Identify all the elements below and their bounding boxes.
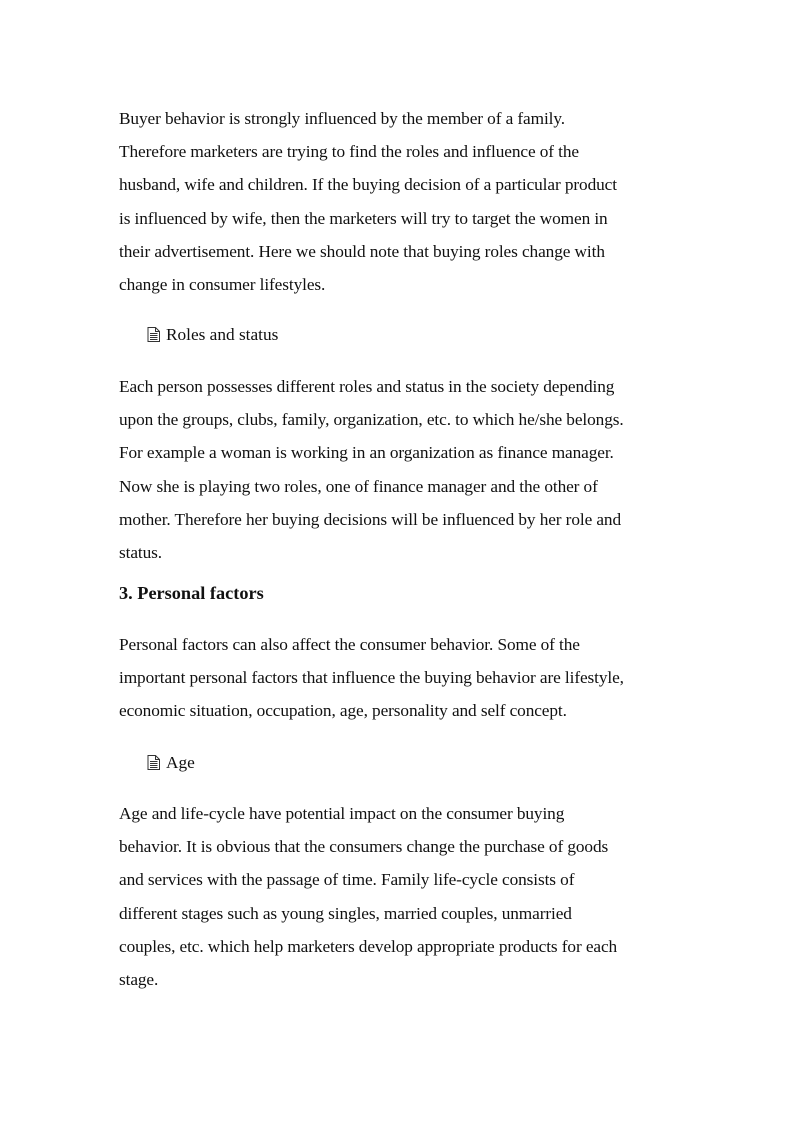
text-line: husband, wife and children. If the buying decision of a particular product <box>119 175 617 195</box>
text-line: Therefore marketers are trying to find the roles and influence of the <box>119 142 579 162</box>
paragraph-family-influence <box>119 102 689 301</box>
bullet-label: Roles and status <box>166 325 279 344</box>
bullet-age <box>147 751 195 775</box>
text-line: Now she is playing two roles, one of finance manager and the other of <box>119 476 598 496</box>
text-line: mother. Therefore her buying decisions will be influenced by her role and <box>119 509 622 529</box>
text-line: change in consumer lifestyles. <box>119 275 326 295</box>
paragraph-personal-factors <box>119 628 689 728</box>
text-line: different stages such as young singles, married couples, unmarried <box>119 903 572 923</box>
text-line: stage. <box>119 970 159 990</box>
text-line: For example a woman is working in an organization as finance manager. <box>119 443 614 463</box>
text-line: behavior. It is obvious that the consumers change the purchase of goods <box>119 837 609 857</box>
text-line: upon the groups, clubs, family, organization, etc. to which he/she belongs. <box>119 410 624 430</box>
text-line: economic situation, occupation, age, personality and self concept. <box>119 701 567 721</box>
paragraph-roles-status <box>119 370 689 569</box>
text-line: Personal factors can also affect the consumer behavior. Some of the <box>119 635 580 654</box>
document-icon <box>147 755 161 771</box>
text-line: their advertisement. Here we should note that buying roles change with <box>119 241 605 261</box>
text-line: Buyer behavior is strongly influenced by the member of a family. <box>119 109 565 128</box>
text-line: and services with the passage of time. Family life-cycle consists of <box>119 870 575 890</box>
text-line: Age and life-cycle have potential impact on the consumer buying <box>119 804 565 823</box>
text-line: status. <box>119 543 162 563</box>
document-icon <box>147 327 161 343</box>
text-line: couples, etc. which help marketers develop appropriate products for each <box>119 936 618 956</box>
text-line: important personal factors that influence the buying behavior are lifestyle, <box>119 668 624 688</box>
section-heading-personal-factors: 3. Personal factors <box>119 583 264 603</box>
bullet-label: Age <box>166 753 195 772</box>
bullet-roles-and-status <box>147 323 278 347</box>
paragraph-age <box>119 797 689 996</box>
text-line: Each person possesses different roles and status in the society depending <box>119 377 615 396</box>
text-line: is influenced by wife, then the marketers will try to target the women in <box>119 208 608 228</box>
